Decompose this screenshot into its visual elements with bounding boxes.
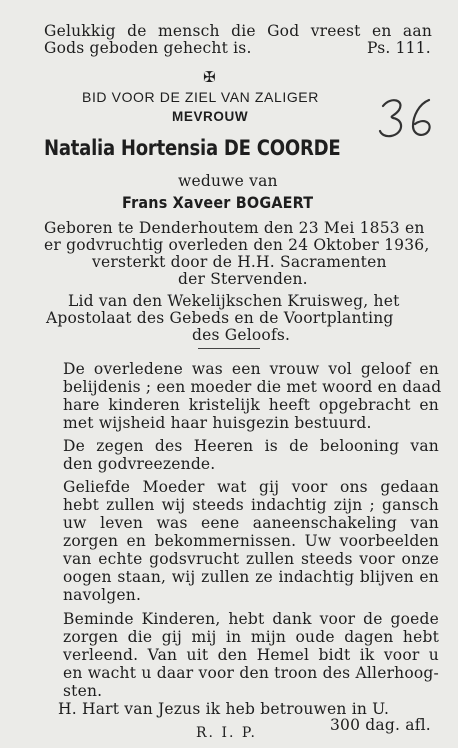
birth-death-line-3: versterkt door de H.H. Sacramenten xyxy=(92,253,387,271)
paragraph1-line-1: De overledene was een vrouw vol geloof en xyxy=(63,360,439,378)
paragraph3-line-4: zorgen en bekommernissen. Uw voorbeelden xyxy=(63,532,439,550)
handwritten-number xyxy=(377,94,445,144)
membership-line-1: Lid van den Wekelijkschen Kruisweg, het xyxy=(68,292,400,310)
paragraph4-line-5: sten. xyxy=(63,682,103,700)
paragraph4-line-3: verleend. Van uit den Hemel bidt ik voor u xyxy=(63,646,439,664)
membership-line-2: Apostolaat des Gebeds en de Voortplanting xyxy=(46,309,394,327)
paragraph3-line-1: Geliefde Moeder wat gij voor ons gedaan xyxy=(63,478,439,496)
invocation: H. Hart van Jezus ik heb betrouwen in U. xyxy=(58,700,390,718)
svg-text:36: 36 xyxy=(377,94,379,95)
closing-rip: R. I. P. xyxy=(196,725,257,741)
paragraph2-line-2: den godvreezende. xyxy=(63,455,216,473)
verse-reference: Ps. 111. xyxy=(367,39,431,57)
deceased-name: Natalia Hortensia DE COORDE xyxy=(44,136,341,160)
paragraph4-line-1: Beminde Kinderen, hebt dank voor de goede xyxy=(63,610,439,628)
cross-icon: ✠ xyxy=(203,68,216,86)
paragraph1-line-3: hare kinderen kristelijk heeft opgebracht en xyxy=(63,396,439,414)
indulgence: 300 dag. afl. xyxy=(330,716,431,734)
prayer-header: BID VOOR DE ZIEL VAN ZALIGER xyxy=(82,89,319,105)
paragraph3-line-7: navolgen. xyxy=(63,586,142,604)
paragraph1-line-4: met wijsheid haar huisgezin bestuurd. xyxy=(63,414,372,432)
divider xyxy=(198,348,260,349)
paragraph3-line-6: oogen staan, wij zullen ze indachtig blijven en xyxy=(63,568,439,586)
paragraph3-line-5: van echte godsvrucht zullen steeds voor onze xyxy=(63,550,439,568)
verse-line-2: Gods geboden gehecht is. xyxy=(44,39,252,57)
paragraph4-line-4: en wacht u daar voor den troon des Allerhoog- xyxy=(63,664,439,682)
birth-death-line-1: Geboren te Denderhoutem den 23 Mei 1853 en xyxy=(44,219,425,237)
birth-death-line-2: er godvruchtig overleden den 24 Oktober 1936, xyxy=(44,236,430,254)
widow-of-label: weduwe van xyxy=(178,172,278,190)
paragraph4-line-2: zorgen die gij mij in mijn oude dagen hebt xyxy=(63,628,439,646)
membership-line-3: des Geloofs. xyxy=(192,326,291,344)
paragraph2-line-1: De zegen des Heeren is de belooning van xyxy=(63,437,439,455)
husband-name: Frans Xaveer BOGAERT xyxy=(122,193,314,212)
paragraph3-line-3: uw leven was eene aaneenschakeling van xyxy=(63,514,439,532)
paragraph1-line-2: belijdenis ; een moeder die met woord en daad xyxy=(63,378,442,396)
paragraph3-line-2: hebt zullen wij steeds indachtig zijn ; gansch xyxy=(63,496,439,514)
verse-line-1: Gelukkig de mensch die God vreest en aan xyxy=(44,22,432,40)
birth-death-line-4: der Stervenden. xyxy=(178,270,308,288)
title-word: MEVROUW xyxy=(172,109,249,124)
